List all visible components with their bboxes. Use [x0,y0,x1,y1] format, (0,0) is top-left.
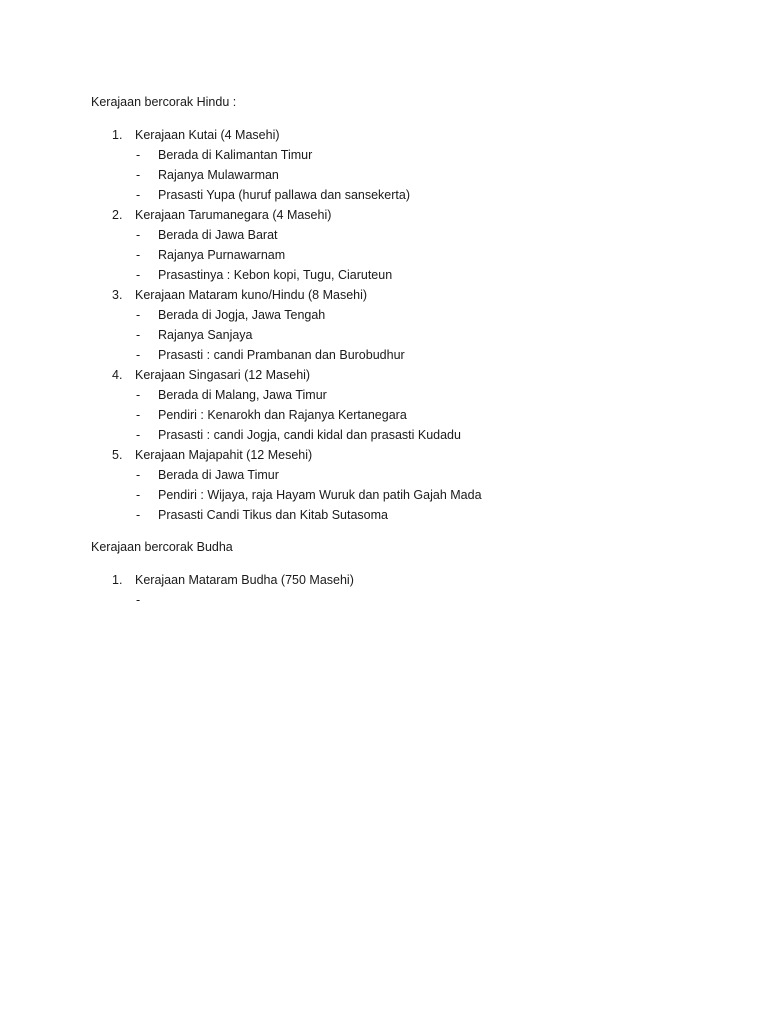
dash-bullet: - [136,408,141,422]
dash-bullet: - [136,308,141,322]
item-title: Kerajaan Tarumanegara (4 Masehi) [135,208,332,222]
dash-bullet: - [136,488,141,502]
dash-bullet: - [136,348,141,362]
sub-item-text: Rajanya Mulawarman [158,168,279,182]
dash-bullet: - [136,593,141,607]
dash-bullet: - [136,328,141,342]
dash-bullet: - [136,168,141,182]
sub-item-text: Rajanya Purnawarnam [158,248,286,262]
sub-item-text: Berada di Jawa Barat [158,228,278,242]
sub-item-text: Berada di Jogja, Jawa Tengah [158,308,326,322]
sub-item-text: Pendiri : Kenarokh dan Rajanya Kertanegara [158,408,407,422]
item-title: Kerajaan Mataram Budha (750 Masehi) [135,573,354,587]
sub-item-text: Prasasti Candi Tikus dan Kitab Sutasoma [158,508,388,522]
item-number: 3. [112,288,123,302]
sub-item-text: Prasasti : candi Prambanan dan Burobudhur [158,348,405,362]
sub-item-text: Berada di Malang, Jawa Timur [158,388,327,402]
dash-bullet: - [136,508,141,522]
item-number: 1. [112,573,123,587]
dash-bullet: - [136,428,141,442]
sub-item-text: Pendiri : Wijaya, raja Hayam Wuruk dan patih Gajah Mada [158,488,482,502]
item-title: Kerajaan Singasari (12 Masehi) [135,368,311,382]
item-number: 5. [112,448,123,462]
item-number: 4. [112,368,123,382]
sub-item-text: Rajanya Sanjaya [158,328,253,342]
sub-item-text: Prasastinya : Kebon kopi, Tugu, Ciaruteun [158,268,393,282]
sub-item-text: Prasasti Yupa (huruf pallawa dan sansekerta) [158,188,411,202]
item-number: 2. [112,208,123,222]
dash-bullet: - [136,148,141,162]
dash-bullet: - [136,268,141,282]
section-heading-hindu: Kerajaan bercorak Hindu : [91,95,237,109]
item-title: Kerajaan Kutai (4 Masehi) [135,128,280,142]
dash-bullet: - [136,188,141,202]
sub-item-text: Berada di Jawa Timur [158,468,279,482]
item-title: Kerajaan Mataram kuno/Hindu (8 Masehi) [135,288,368,302]
item-number: 1. [112,128,123,142]
item-title: Kerajaan Majapahit (12 Mesehi) [135,448,313,462]
section-heading-budha: Kerajaan bercorak Budha [91,540,233,554]
dash-bullet: - [136,248,141,262]
sub-item-text: Berada di Kalimantan Timur [158,148,313,162]
sub-item-text: Prasasti : candi Jogja, candi kidal dan prasasti Kudadu [158,428,461,442]
dash-bullet: - [136,388,141,402]
dash-bullet: - [136,228,141,242]
dash-bullet: - [136,468,141,482]
